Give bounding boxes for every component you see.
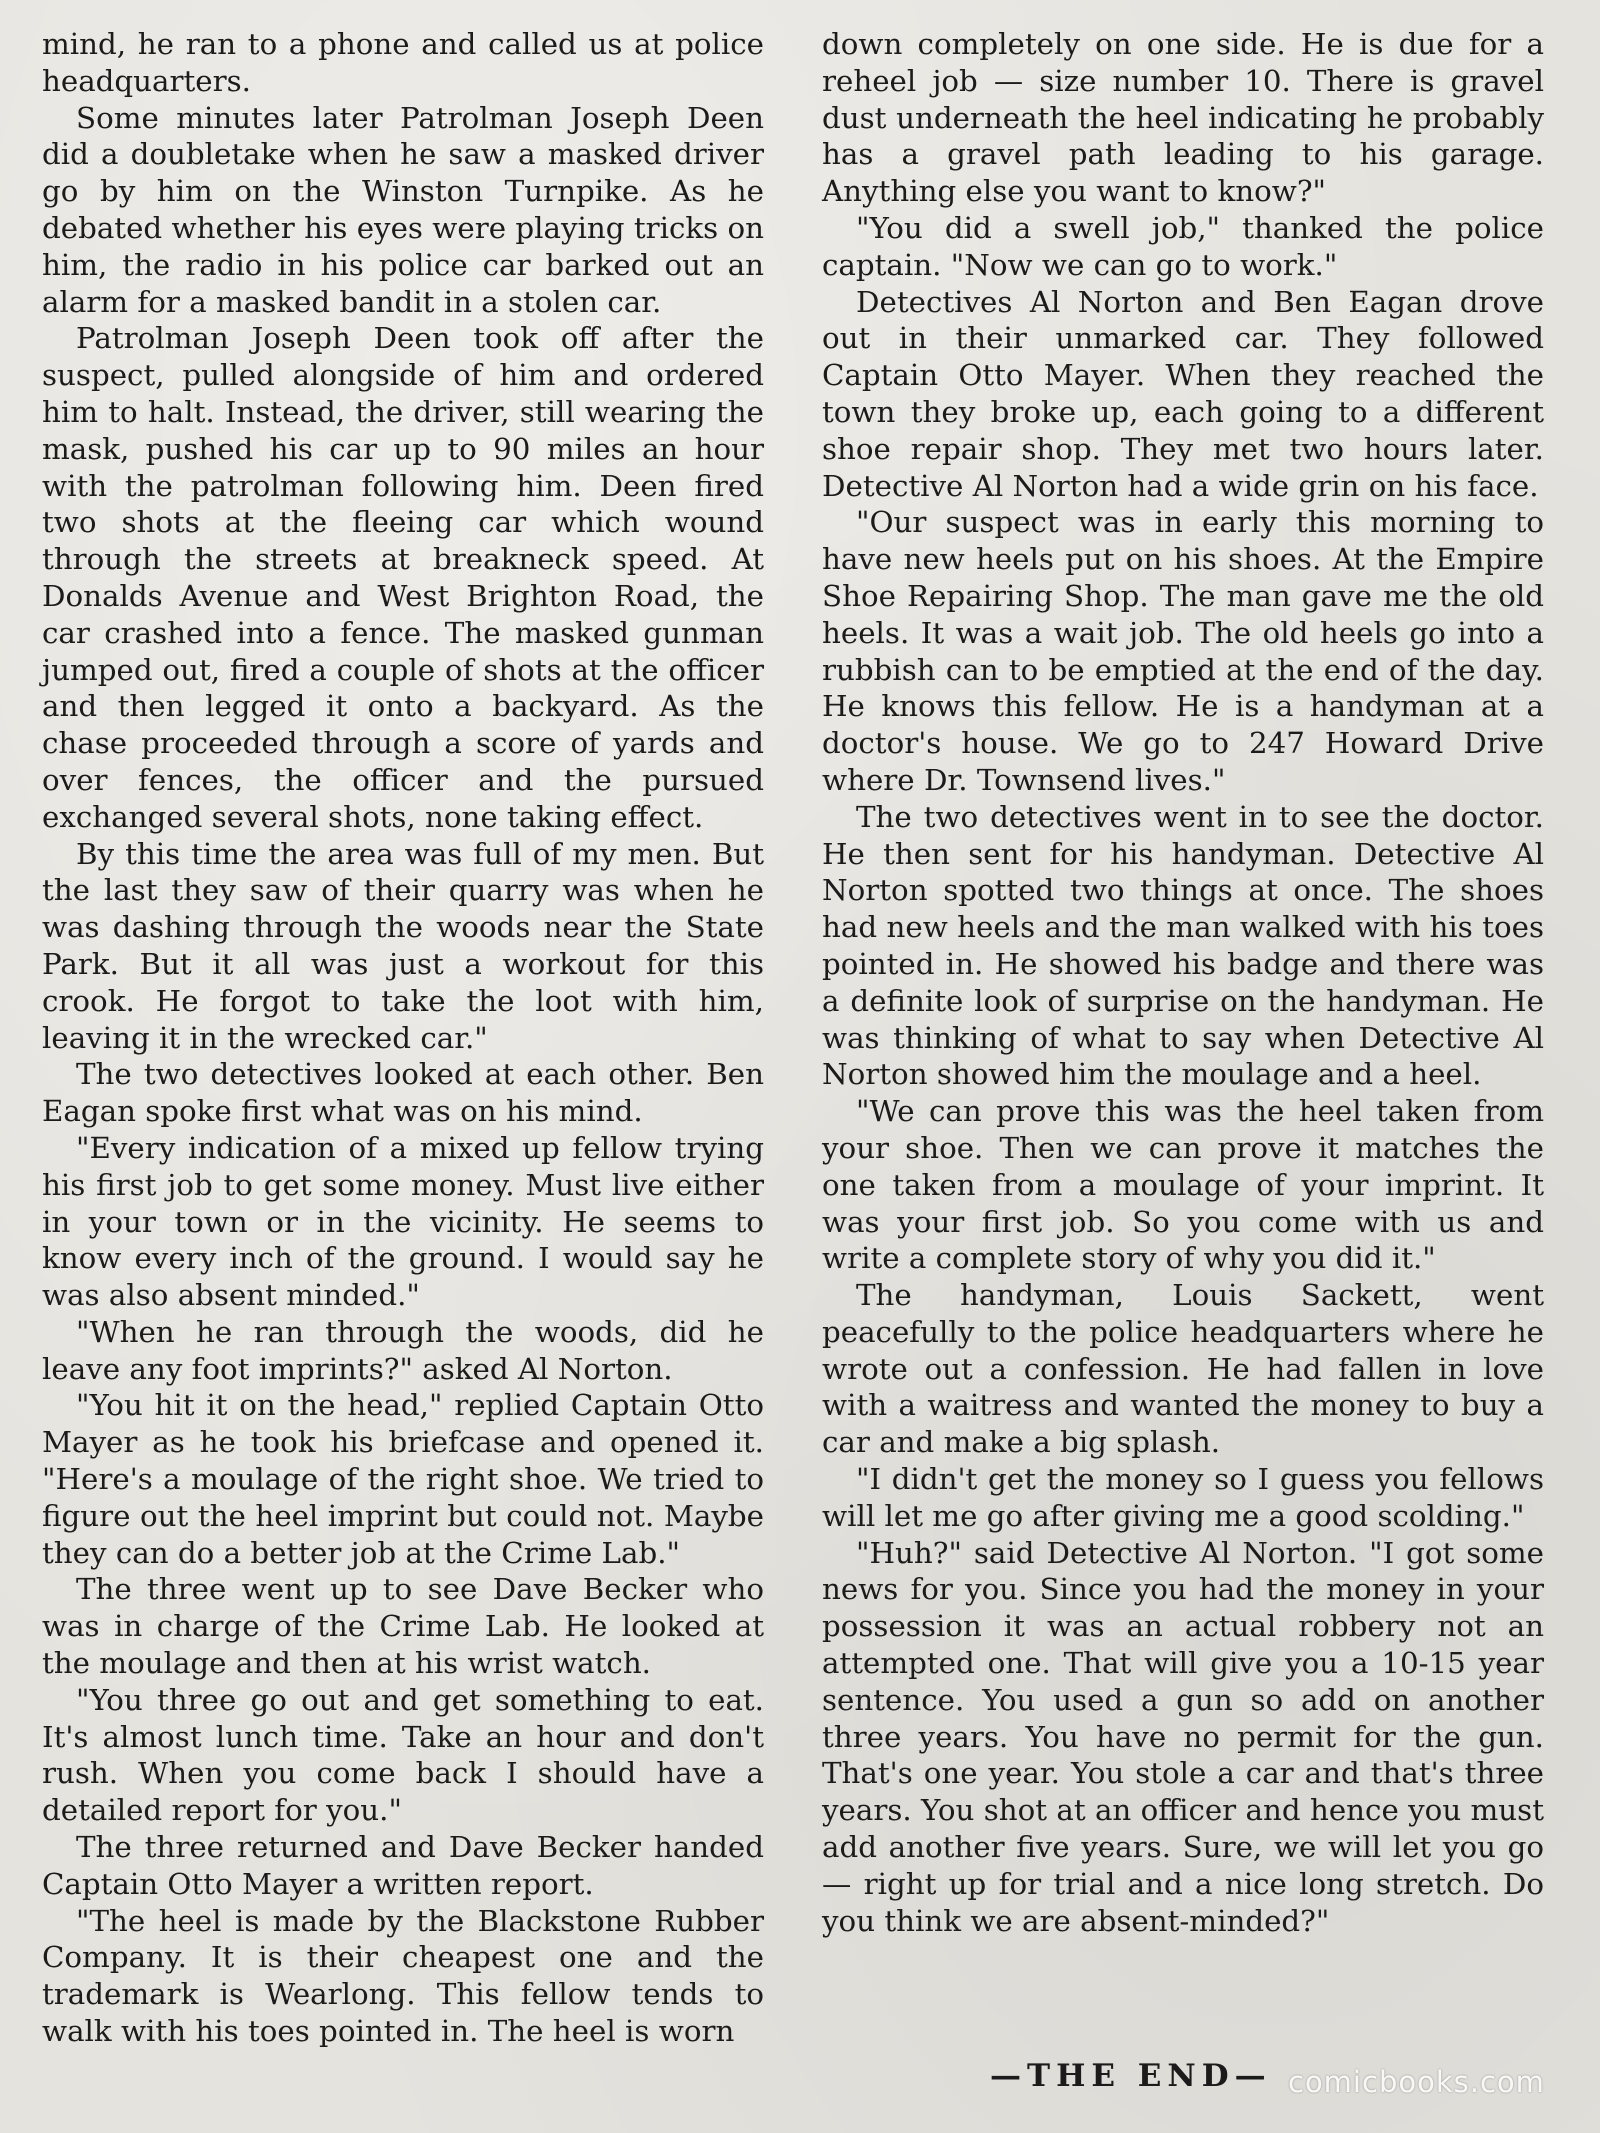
the-end-label: —THE END— xyxy=(990,2058,1272,2094)
paragraph: The two detectives looked at each other. Ben Eagan spoke first what was on his mind. xyxy=(42,1057,764,1129)
paragraph: "I didn't get the money so I guess you fellows will let me go after giving me a good scolding." xyxy=(822,1462,1544,1533)
paragraph: mind, he ran to a phone and called us at police headquarters. xyxy=(42,27,764,98)
paragraph: By this time the area was full of my men. But the last they saw of their quarry was when he was dashing through the woods near the State Park. But it all was just a workout for this crook. He forgot to take the loot with him, leaving it in the wrecked car." xyxy=(42,836,764,1055)
paragraph: "You three go out and get something to eat. It's almost lunch time. Take an hour and don't rush. When you come back I should have a detailed report for you." xyxy=(42,1682,764,1828)
left-text-column xyxy=(42,26,764,2050)
paragraph: down completely on one side. He is due for a reheel job — size number 10. There is gravel dust underneath the heel indicating he probably has a gravel path leading to his garage. Anything else you want to know?" xyxy=(822,27,1544,209)
paragraph: "You did a swell job," thanked the police captain. "Now we can go to work." xyxy=(822,210,1544,282)
paragraph: "You hit it on the head," replied Captain Otto Mayer as he took his briefcase and opened it. "Here's a moulage of the right shoe. We tried to figure out the heel imprint but could not. Maybe they can do a better job at the Crime Lab." xyxy=(42,1388,764,1570)
paragraph: Detectives Al Norton and Ben Eagan drove out in their unmarked car. They followed Captain Otto Mayer. When they reached the town they broke up, each going to a different shoe repair shop. They met two hours later. Detective Al Norton had a wide grin on his face. xyxy=(822,284,1544,503)
paragraph: The two detectives went in to see the doctor. He then sent for his handyman. Detective Al Norton spotted two things at once. The shoes had new heels and the man walked with his toes pointed in. He showed his badge and there was a definite look of surprise on the handyman. He was thinking of what to say when Detective Al Norton showed him the moulage and a heel. xyxy=(822,799,1544,1092)
column-gutter xyxy=(793,0,794,2133)
paragraph: "Every indication of a mixed up fellow trying his first job to get some money. Must live either in your town or in the vicinity. He seems to know every inch of the ground. I would say he was also absent minded." xyxy=(42,1130,764,1313)
paragraph: "The heel is made by the Blackstone Rubber Company. It is their cheapest one and the trademark is Wearlong. This fellow tends to walk with his toes pointed in. The heel is worn xyxy=(42,1903,764,2049)
paragraph: "Our suspect was in early this morning to have new heels put on his shoes. At the Empire Shoe Repairing Shop. The man gave me the old heels. It was a wait job. The old heels go into a rubbish can to be emptied at the end of the day. He knows this fellow. He is a handyman at a doctor's house. We go to 247 Howard Drive where Dr. Townsend lives." xyxy=(822,505,1544,797)
paragraph: "We can prove this was the heel taken from your shoe. Then we can prove it matches the one taken from a moulage of your imprint. It was your first job. So you come with us and write a complete story of why you did it." xyxy=(822,1094,1544,1276)
paragraph: "Huh?" said Detective Al Norton. "I got some news for you. Since you had the money in your possession it was an actual robbery not an attempted one. That will give you a 10-15 year sentence. You used a gun so add on another three years. You have no permit for the gun. That's one year. You stole a car and that's three years. You shot at an officer and hence you must add another five years. Sure, we will let you go — right up for trial and a nice long stretch. Do you think we are absent-minded?" xyxy=(822,1535,1544,1938)
paragraph: Some minutes later Patrolman Joseph Deen did a doubletake when he saw a masked driver go by him on the Winston Turnpike. As he debated whether his eyes were playing tricks on him, the radio in his police car barked out an alarm for a masked bandit in a stolen car. xyxy=(42,100,764,319)
paragraph: Patrolman Joseph Deen took off after the suspect, pulled alongside of him and ordered him to halt. Instead, the driver, still wearing the mask, pushed his car up to 90 miles an hour with the patrolman following him. Deen fired two shots at the fleeing car which wound through the streets at breakneck speed. At Donalds Avenue and West Brighton Road, the car crashed into a fence. The masked gunman jumped out, fired a couple of shots at the officer and then legged it onto a backyard. As the chase proceeded through a score of yards and over fences, the officer and the pursued exchanged several shots, none taking effect. xyxy=(42,321,764,834)
paragraph: "When he ran through the woods, did he leave any foot imprints?" asked Al Norton. xyxy=(42,1314,764,1386)
right-text-column xyxy=(822,26,1544,1939)
paragraph: The three returned and Dave Becker handed Captain Otto Mayer a written report. xyxy=(42,1830,764,1901)
site-watermark: comicbooks.com xyxy=(1288,2065,1545,2099)
paragraph: The three went up to see Dave Becker who was in charge of the Crime Lab. He looked at the moulage and then at his wrist watch. xyxy=(42,1572,764,1681)
paragraph: The handyman, Louis Sackett, went peacefully to the police headquarters where he wrote out a confession. He had fallen in love with a waitress and wanted the money to buy a car and make a big splash. xyxy=(822,1278,1544,1460)
